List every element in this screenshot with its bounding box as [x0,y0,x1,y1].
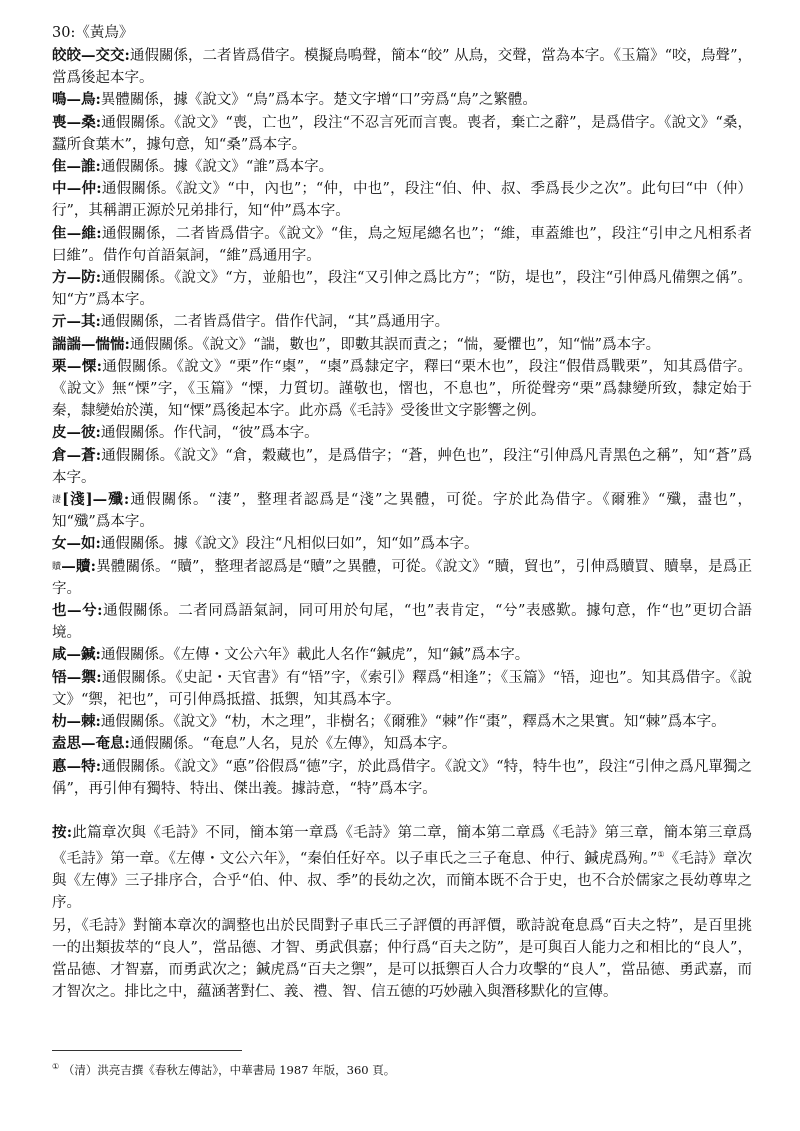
entry-list [52,45,752,800]
entry-0 [52,45,752,89]
entry-head: 亓—其: [52,313,101,331]
commentary [52,822,752,1003]
entry-7 [52,311,752,333]
entry-text: 通假關係。作代詞，“彼”爲本字。 [100,425,319,442]
small-glyph: 贖 [52,561,62,572]
entry-text: 通假關係。據《說文》“誰”爲本字。 [100,159,334,176]
entry-17 [52,667,752,711]
entry-text: 通假關係。《說文》“諯，數也”，即數其誤而責之；“惴，憂懼也”，知“惴”爲本字。 [129,336,661,353]
commentary-para-1 [52,822,752,915]
entry-head: 朸—棘: [52,713,101,731]
commentary-para-2: 另，《毛詩》對簡本章次的調整也出於民間對子車氏三子評價的再評價，歌詩說奄息爲“百夫之特”，是百里挑一的出類拔萃的“良人”，當品德、才智、勇武俱嘉；仲行爲“百夫之防”，是可與百人能力之和相比的“良人”，當品德、才智嘉，而勇武次之；鍼虎爲“百夫之禦”，是可以抵禦百人合力攻擊的“良人”，當品德、勇武嘉，而才智次之。排比之中，蘊涵著對仁、義、禮、智、信五德的巧妙融入與潛移默化的宣傳。 [52,917,752,1001]
spacer [52,800,752,822]
entry-text: 異體關係。“贖”，整理者認爲是“贖”之異體，可從。《說文》“贖，貿也”，引伸爲贖買、贖辠，是爲正字。 [52,558,752,597]
entry-text: 通假關係。《左傳・文公六年》載此人名作“鍼虎”，知“鍼”爲本字。 [100,647,530,664]
entry-head: 悳—特: [52,757,102,775]
entry-14 [52,556,752,600]
entry-text: 通假關係，二者皆爲借字。借作代詞，“其”爲通用字。 [100,314,450,331]
entry-text: 通假關係。《說文》“倉，穀藏也”，是爲借字；“蒼，艸色也”，段注“引伸爲凡青黑色之稱”，知“蒼”爲本字。 [52,447,752,486]
entry-head: 盍思—奄息: [52,735,130,753]
entry-text: 通假關係。“淒”，整理者認爲是“淺”之異體，可從。字於此為借字。《爾雅》“殲，盡也”，知“殲”爲本字。 [52,492,752,531]
footnote-divider [52,1050,242,1051]
entry-head: 皎皎—交交: [52,47,130,64]
entry-text: 通假關係。《史記・天官書》有“啎”字，《索引》釋爲“相逢”；《玉篇》“啎，迎也”。知其爲借字。《說文》“禦，祀也”，可引伸爲抵擋、抵禦，知其爲本字。 [52,669,752,708]
entry-head: —贖: [61,557,96,575]
entry-text: 通假關係。《說文》“朸，木之理”，非樹名；《爾雅》“棘”作“棗”，釋爲木之果實。知“棘”爲本字。 [100,714,726,731]
entry-text: 通假關係。《說文》“方，並船也”，段注“又引伸之爲比方”；“防，堤也”，段注“引伸爲凡備禦之偁”。知“方”爲本字。 [52,270,752,309]
footnote-text: （清）洪亮吉撰《春秋左傳詁》，中華書局 1987 年版，360 頁。 [62,1062,396,1077]
entry-head: 諯諯—惴惴: [52,335,130,353]
entry-text: 通假關係，二者皆爲借字。《說文》“隹，鳥之短尾總名也”；“維，車蓋維也”，段注“引申之凡相系者曰維”。借作句首語氣詞，“維”爲通用字。 [52,225,752,264]
entry-9 [52,356,752,423]
footnote-mark: ① [52,1062,60,1071]
entry-head: 栗—慄: [52,357,102,375]
entry-head: 女—如: [52,535,101,553]
entry-head: 啎—禦: [52,668,102,686]
entry-4 [52,178,752,222]
entry-text: 通假關係。二者同爲語氣詞，同可用於句尾，“也”表肯定，“兮”表感歎。據句意，作“也”更切合語境。 [52,603,752,642]
section-title: 30:《黃鳥》 [52,25,134,41]
entry-6 [52,267,752,311]
entry-3 [52,156,752,178]
entry-text: 通假關係。《說文》“中，內也”；“仲，中也”，段注“伯、仲、叔、季爲長少之次”。此句曰“中（仲）行”，其稱謂正源於兄弟排行，知“仲”爲本字。 [52,181,752,220]
footnote [52,1058,395,1079]
entry-text: 通假關係。《說文》“悳”俗假爲“德”字，於此爲借字。《說文》“特，特牛也”，段注“引伸之爲凡單獨之偁”，再引伸有獨特、特出、傑出義。據詩意，“特”爲本字。 [52,758,753,797]
entry-2 [52,112,752,156]
entry-15 [52,600,752,644]
entry-head: 鳴—鳥: [52,91,101,109]
entry-18 [52,711,752,733]
entry-8 [52,334,752,356]
entry-11 [52,445,752,489]
entry-5 [52,223,752,267]
entry-head: 隹—誰: [52,158,101,176]
commentary-label: 按: [52,823,73,841]
entry-10 [52,422,752,444]
entry-19 [52,733,752,755]
commentary-text: 此篇章次與《毛詩》不同，簡本第一章爲《毛詩》第二章，簡本第二章爲《毛詩》第三章，簡本第三章爲《毛詩》第一章。《左傳・文公六年》，“秦伯任好卒。以子車氏之三子奄息、仲行、鍼虎爲殉。” [52,824,752,867]
entry-text: 通假關係。據《說文》段注“凡相似曰如”，知“如”爲本字。 [100,536,479,553]
entry-head: 喪—桑: [52,113,102,131]
entry-text: 通假關係。《說文》“喪，亡也”，段注“不忍言死而言喪。喪者，棄亡之辭”，是爲借字。《說文》“桑，蠶所食葉木”，據句意，知“桑”爲本字。 [52,114,752,153]
commentary-text-rest: 《毛詩》章次與《左傳》三子排序合，合乎“伯、仲、叔、季”的長幼之次，而簡本既不合于史，也不合於儒家之長幼尊卑之序。 [52,850,752,912]
entry-text: 通假關係，二者皆爲借字。模擬鳥鳴聲，簡本“皎” 从鳥，交聲，當為本字。《玉篇》“咬，鳥聲”，當爲後起本字。 [52,48,752,87]
entry-text: 異體關係，據《說文》“鳥”爲本字。楚文字增“口”旁爲“鳥”之繁體。 [100,92,537,109]
footnote-ref[interactable]: ① [657,850,665,860]
entry-head: 皮—彼: [52,424,101,442]
page-body [52,22,752,1003]
entry-text: 通假關係。“奄息”人名，見於《左傳》，知爲本字。 [129,736,457,753]
entry-head: 中—仲: [52,180,102,198]
entry-12 [52,489,752,533]
entry-16 [52,644,752,666]
entry-1 [52,89,752,111]
entry-head: [淺]—殲: [62,491,130,509]
entry-20 [52,756,752,800]
entry-head: 隹—維: [52,224,102,242]
entry-head: 咸—鍼: [52,646,101,664]
small-glyph: 淒 [52,495,63,506]
entry-head: 也—兮: [52,602,103,620]
entry-head: 倉—蒼: [52,446,102,464]
entry-head: 方—防: [52,269,102,287]
entry-text: 通假關係。《說文》“栗”作“㮚”，“㮚”爲隸定字，釋曰“栗木也”，段注“假借爲戰栗”，知其爲借字。《說文》無“慄”字，《玉篇》“慄，力質切。謹敬也，慴也，不息也”，所從聲旁“栗”爲隸變所致，隸定始于秦，隸變始於漢，知“慄”爲後起本字。此亦爲《毛詩》受後世文字影響之例。 [52,358,752,420]
entry-13 [52,533,752,555]
